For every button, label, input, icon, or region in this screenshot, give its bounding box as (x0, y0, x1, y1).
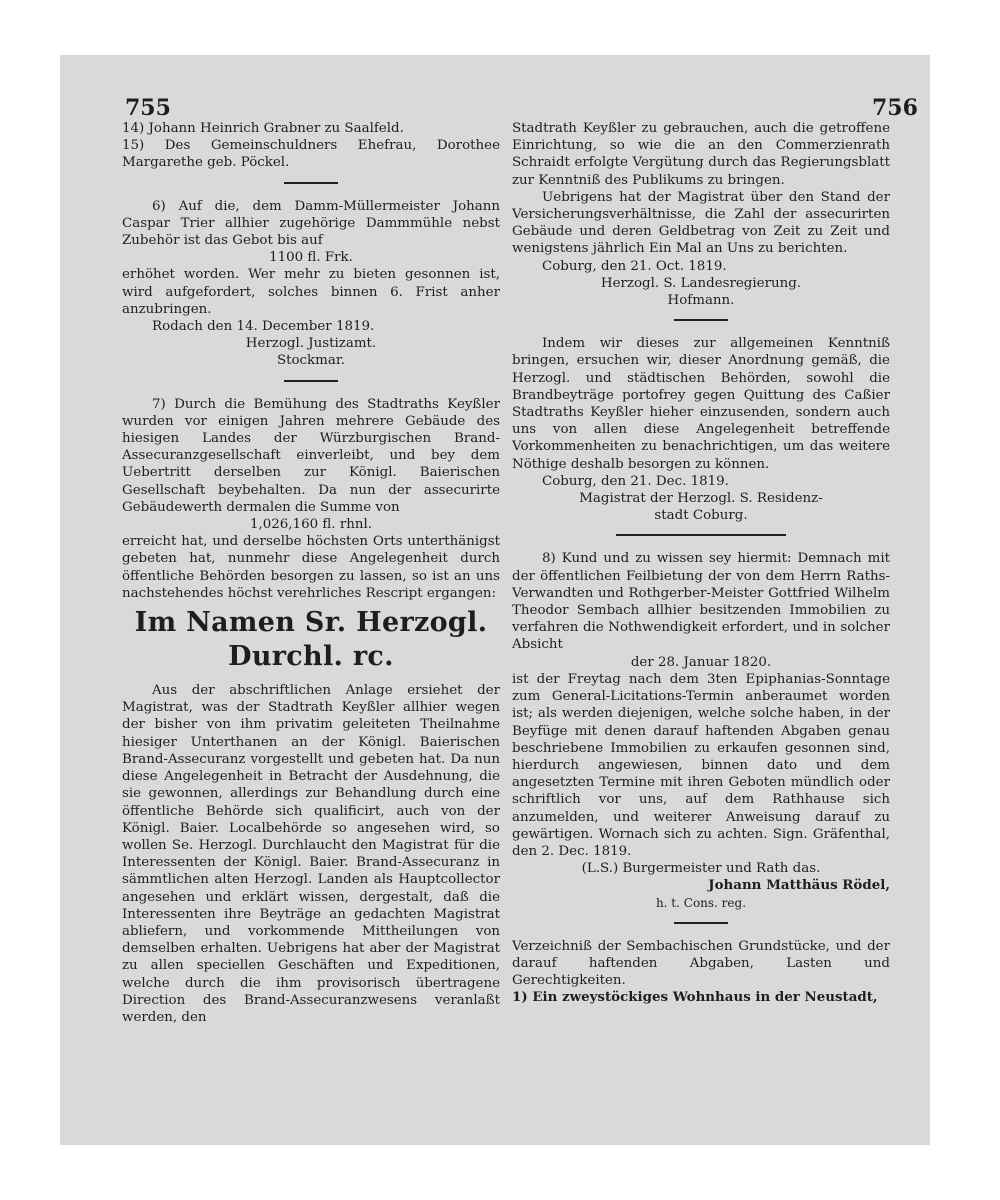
notice-7-text: 7) Durch die Bemühung des Stadtraths Keyßler wurden vor einigen Jahren mehrere Gebäude des hiesigen Landes der Würzburgischen Brand-Assecuranzgesellschaft einverleibt, und bey dem Uebertritt derselben zur Königl. Baierischen Gesellschaft beybehalten. Da nun der assecurirte Gebäudewerth dermalen die Summe von (122, 396, 500, 515)
magistrate-notice: Indem wir dieses zur allgemeinen Kenntniß bringen, ersuchen wir, dieser Anordnung gemäß, die Herzogl. und städtischen Behörden, sowohl die Brandbeyträge portofrey gegen Quittung des Caßier Stadtraths Keyßler hieher einzusenden, sondern auch uns von allen diese Angelegenheit betreffende Vorkommenheiten zu benachrichtigen, um das weitere Nöthige deshalb besorgen zu können. (512, 336, 890, 472)
rescript-text: Aus der abschriftlichen Anlage ersiehet der Magistrat, was der Stadtrath Keyßler allhier wegen der bisher von ihm privatim geleiteten Theilnahme hiesiger Unterthanen an der Königl. Baierischen Brand-Assecuranz vorgestellt und gebeten hat. Da nun diese Angelegenheit in Betracht der Ausdehnung, die sie gewonnen, allerdings zur Behandlung durch eine öffentliche Behörde sich qualificirt, auch von der Königl. Baier. Localbehörde so angesehen wird, so wollen Se. Herzogl. Durchlaucht den Magistrat für die Interessenten der Königl. Baier. Brand-Assecuranz in sämmtlichen alten Herzogl. Landen als Hauptcollector angesehen und erklärt wissen, dergestalt, daß die Interessenten ihre Beyträge an gedachten Magistrat abliefern, und vorkommende Mittheilungen von demselben erhalten. Uebrigens hat aber der Magistrat zu allen speciellen Geschäften und Expeditionen, welche durch die ihm provisorisch übertragene Direction des Brand-Assecuranzwesens veranlaßt werden, den (122, 683, 500, 1025)
notice-8-signer-title: h. t. Cons. reg. (655, 895, 747, 910)
register-item: 1) Ein zweystöckiges Wohnhaus in der Neustadt, (512, 989, 878, 1006)
section-divider (284, 182, 338, 184)
magistrate-authority-line-2: stadt Coburg. (654, 508, 748, 524)
section-divider (674, 922, 728, 924)
rescript-continuation: Stadtrath Keyßler zu gebrauchen, auch die getroffene Einrichtung, so wie die an den Commerzienrath Schraidt erfolgte Vergütung durch das Regierungsblatt zur Kenntniß des Publikums zu bringen. (512, 121, 890, 188)
notice-6-date: Rodach den 14. December 1819. (152, 319, 375, 335)
list-item: 14) Johann Heinrich Grabner zu Saalfeld. (122, 121, 404, 136)
rescript-authority: Herzogl. S. Landesregierung. (600, 275, 802, 291)
notice-8-signer: Johann Matthäus Rödel, (708, 877, 890, 894)
section-divider (284, 380, 338, 382)
register-title: Verzeichniß der Sembachischen Grundstücke, und der darauf haftenden Abgaben, Lasten und Gerechtigkeiten. (512, 938, 890, 989)
section-divider (616, 534, 786, 536)
rescript-signature: Hofmann. (667, 293, 735, 309)
rescript-paragraph-2: Uebrigens hat der Magistrat über den Stand der Versicherungsverhältnisse, die Zahl der assecurirten Gebäude und deren Geldbetrag von Zeit zu Zeit und wenigstens jährlich Ein Mal an Uns zu berichten. (512, 189, 890, 257)
magistrate-authority-line-1: Magistrat der Herzogl. S. Residenz- (579, 491, 823, 507)
notice-7-amount: 1,026,160 fl. rhnl. (249, 517, 373, 533)
notice-6-authority: Herzogl. Justizamt. (245, 336, 377, 352)
notice-6-continuation: erhöhet worden. Wer mehr zu bieten gesonnen ist, wird aufgefordert, solches binnen 6. Frist anher anzubringen. (122, 267, 500, 317)
left-column (122, 120, 500, 1026)
notice-8-seal-line: (L.S.) Burgermeister und Rath das. (581, 861, 821, 877)
notice-7-continuation: erreicht hat, und derselbe höchsten Orts unterthänigst gebeten hat, nunmehr diese Angelegenheit durch öffentliche Behörden besorgen zu lassen, so ist an uns nachstehendes höchst verehrliches Rescript ergangen: (122, 534, 500, 601)
list-item: 15) Des Gemeinschuldners Ehefrau, Dorothee Margarethe geb. Pöckel. (122, 138, 500, 171)
section-divider (674, 319, 728, 321)
page-number-left: 755 (125, 95, 171, 121)
page-number-right: 756 (872, 95, 918, 121)
rescript-heading: Im Namen Sr. Herzogl. Durchl. rc. (134, 607, 488, 673)
notice-8-date-line: der 28. Januar 1820. (630, 654, 772, 670)
notice-6-text: 6) Auf die, dem Damm-Müllermeister Johann Caspar Trier allhier zugehörige Dammmühle nebst Zubehör ist das Gebot bis auf (122, 198, 500, 249)
right-column (512, 120, 890, 1007)
rescript-date: Coburg, den 21. Oct. 1819. (542, 258, 727, 274)
magistrate-date: Coburg, den 21. Dec. 1819. (542, 473, 729, 489)
notice-6-signature: Stockmar. (276, 353, 346, 369)
notice-8-text: 8) Kund und zu wissen sey hiermit: Demnach mit der öffentlichen Feilbietung der von dem Herrn Raths-Verwandten und Rothgerber-Meister Gottfried Wilhelm Theodor Sembach allhier besitzenden Immobilien zu verfahren die Nothwendigkeit erfordert, und in solcher Absicht (512, 551, 890, 653)
notice-8-continuation: ist der Freytag nach dem 3ten Epiphanias-Sonntage zum General-Licitations-Termin anberaumet worden ist; als werden diejenigen, welche solche haben, in der Beyfüge mit denen darauf haftenden Abgaben genau beschriebene Immobilien zu erkaufen gesonnen sind, hierdurch angewiesen, binnen dato und dem angesetzten Termine mit ihren Geboten mündlich oder schriftlich vor uns, auf dem Rathhause sich anzumelden, und weiterer Anweisung darauf zu gewärtigen. Wornach sich zu achten. Sign. Gräfenthal, den 2. Dec. 1819. (512, 671, 890, 859)
notice-6-amount: 1100 fl. Frk. (269, 250, 353, 266)
